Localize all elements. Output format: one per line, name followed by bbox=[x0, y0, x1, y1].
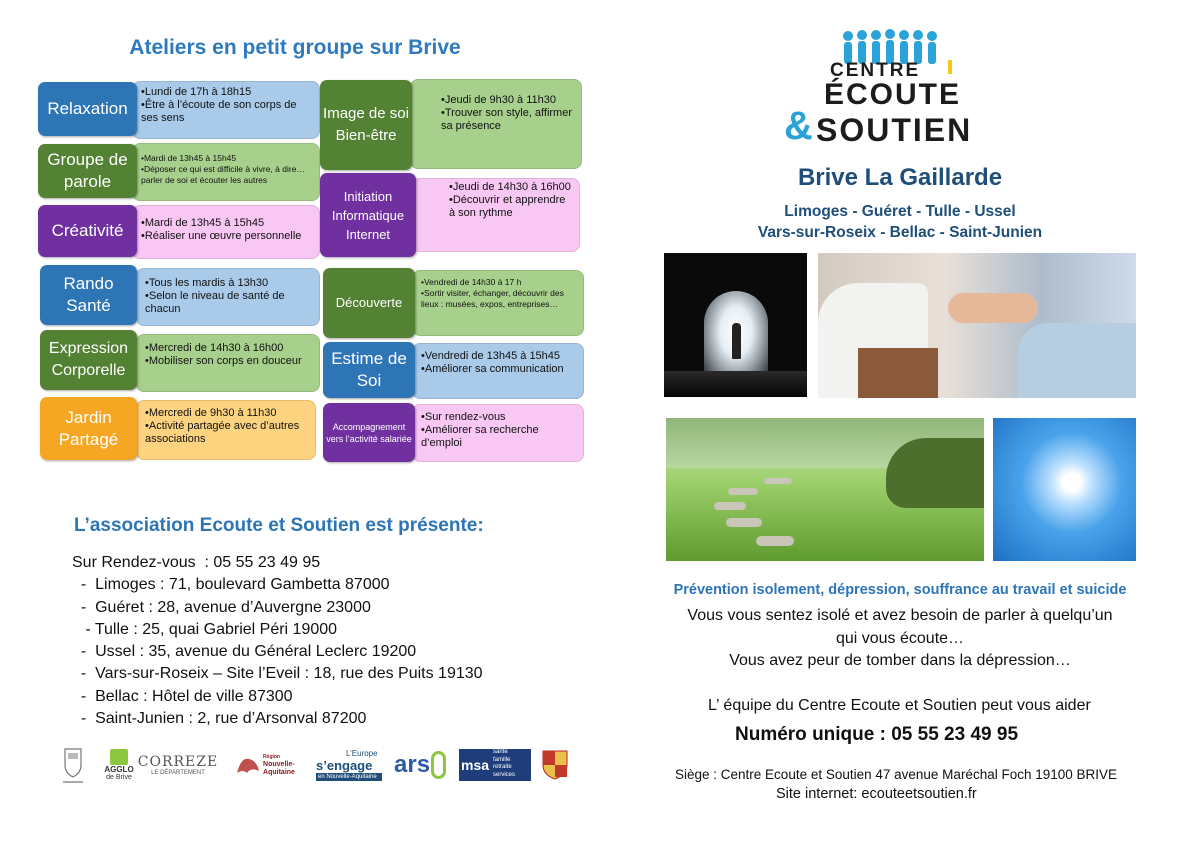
garden-photo bbox=[666, 418, 984, 561]
activity-label: Relaxation bbox=[38, 82, 137, 136]
sun-photo bbox=[993, 418, 1136, 561]
logo-text: santé bbox=[493, 749, 508, 755]
prevention-heading: Prévention isolement, dépression, souffrance au travail et suicide bbox=[673, 582, 1127, 598]
address-line: - Saint-Junien : 2, rue d’Arsonval 87200 bbox=[72, 710, 367, 728]
activity-line: •Améliorer sa recherche d’emploi bbox=[421, 424, 539, 449]
activity-line: •Mercredi de 14h30 à 16h00 bbox=[145, 342, 284, 354]
activity-line: •Vendredi de 14h30 à 17 h bbox=[421, 277, 522, 287]
support-photo bbox=[818, 253, 1136, 398]
address-line: Sur Rendez-vous : 05 55 23 49 95 bbox=[72, 554, 321, 571]
activity-line: •Mardi de 13h45 à 15h45 bbox=[141, 217, 265, 229]
towns-line: Limoges - Guéret - Tulle - Ussel bbox=[784, 203, 1016, 220]
logo-text: Aquitaine bbox=[263, 769, 295, 776]
activity-line: •Mardi de 13h45 à 15h45 bbox=[141, 153, 237, 163]
activity-label: Estime de Soi bbox=[323, 342, 415, 398]
brive-city-logo bbox=[58, 743, 88, 787]
logo-text: msa bbox=[459, 749, 491, 781]
address-line: - Bellac : Hôtel de ville 87300 bbox=[72, 687, 293, 705]
logo-text: de Brive bbox=[106, 774, 132, 781]
brand-mid: ÉCOUTE bbox=[824, 78, 962, 111]
activity-line: •Améliorer sa communication bbox=[421, 363, 564, 375]
address-line: - Tulle : 25, quai Gabriel Péri 19000 bbox=[72, 620, 338, 638]
brand-logo bbox=[780, 26, 1010, 154]
activity-line: •Jeudi de 9h30 à 11h30 bbox=[441, 94, 556, 106]
towns-line: Vars-sur-Roseix - Bellac - Saint-Junien bbox=[757, 224, 1043, 241]
activity-line: •Être à l’écoute de son corps de ses sens bbox=[141, 99, 297, 124]
activity-label: Initiation Informatique Internet bbox=[320, 173, 416, 257]
message-line: Vous avez peur de tomber dans la dépression… bbox=[729, 652, 1071, 669]
shield-icon bbox=[541, 749, 569, 781]
crest-icon bbox=[59, 743, 87, 787]
logo-text: retraite bbox=[493, 764, 512, 770]
logo-text: CORREZE bbox=[137, 754, 219, 770]
activity-line: •Vendredi de 13h45 à 15h45 bbox=[421, 350, 561, 362]
activity-line: •Selon le niveau de santé de chacun bbox=[145, 290, 285, 315]
activity-line: •Sur rendez-vous bbox=[421, 411, 506, 423]
ars-swoosh-icon bbox=[431, 751, 446, 779]
logo-text: services bbox=[493, 771, 516, 778]
activity-label: Jardin Partagé bbox=[40, 397, 137, 460]
logo-text: AGGLO bbox=[104, 765, 134, 774]
region-logo bbox=[228, 743, 302, 787]
activity-line: •Trouver son style, affirmer sa présence bbox=[441, 107, 573, 132]
correze-logo bbox=[137, 743, 219, 787]
phone-number: Numéro unique : 05 55 23 49 95 bbox=[735, 724, 1019, 745]
activity-label: Expression Corporelle bbox=[40, 330, 137, 390]
msa-logo bbox=[457, 743, 533, 787]
logo-text: LE DÉPARTEMENT bbox=[151, 770, 205, 776]
logo-text: s’engage bbox=[316, 758, 373, 773]
activity-line: •Déposer ce qui est difficile à vivre, à dire…parler de soi et écouter les autres bbox=[141, 164, 305, 185]
activity-label: Créativité bbox=[38, 205, 137, 257]
activity-label: Groupe de parole bbox=[38, 144, 137, 198]
lion-icon bbox=[235, 753, 261, 777]
activity-line: •Mobiliser son corps en douceur bbox=[145, 355, 302, 367]
page-title: Ateliers en petit groupe sur Brive bbox=[129, 36, 461, 59]
city-title: Brive La Gaillarde bbox=[797, 164, 1003, 191]
shield-logo bbox=[540, 743, 570, 787]
prevention-message bbox=[650, 605, 1150, 673]
message-line: qui vous écoute… bbox=[835, 629, 965, 647]
agglo-icon bbox=[110, 749, 128, 765]
address-line: - Guéret : 28, avenue d’Auvergne 23000 bbox=[72, 598, 371, 616]
tunnel-photo bbox=[664, 253, 807, 397]
agglo-brive-logo bbox=[103, 743, 135, 787]
association-title: L’association Ecoute et Soutien est présente: bbox=[74, 515, 484, 536]
address-line: - Vars-sur-Roseix – Site l’Eveil : 18, rue des Puits 19130 bbox=[72, 665, 483, 683]
activity-line: •Lundi de 17h à 18h15 bbox=[141, 86, 252, 98]
activity-line: •Tous les mardis à 13h30 bbox=[145, 277, 269, 289]
activity-label: Découverte bbox=[323, 268, 415, 338]
activity-label: Accompagnement vers l’activité salariée bbox=[323, 403, 415, 462]
address-line: - Limoges : 71, boulevard Gambetta 87000 bbox=[72, 576, 390, 594]
headquarters-address: Siège : Centre Ecoute et Soutien 47 avenue Maréchal Foch 19100 BRIVE bbox=[675, 767, 1118, 782]
activity-line: •Mercredi de 9h30 à 11h30 bbox=[145, 407, 277, 419]
activity-line: •Sortir visiter, échanger, découvrir des lieux : musées, expos, entreprises… bbox=[421, 288, 564, 309]
logo-text: famille bbox=[493, 756, 511, 763]
website-text: Site internet: ecouteetsoutien.fr bbox=[776, 786, 977, 802]
ars-logo bbox=[394, 743, 446, 787]
activity-line: •Réaliser une œuvre personnelle bbox=[141, 230, 302, 242]
logo-text: en Nouvelle-Aquitaine bbox=[316, 773, 382, 781]
message-line: Vous vous sentez isolé et avez besoin de parler à quelqu’un bbox=[687, 607, 1113, 624]
team-text: L’ équipe du Centre Ecoute et Soutien peut vous aider bbox=[708, 697, 1091, 714]
address-list bbox=[72, 552, 483, 730]
logo-text: ars bbox=[394, 751, 431, 778]
address-line: - Ussel : 35, avenue du Général Leclerc 19200 bbox=[72, 643, 417, 661]
activity-label: Rando Santé bbox=[40, 265, 137, 325]
europe-logo bbox=[316, 743, 382, 787]
brand-amp: & bbox=[784, 104, 813, 148]
activity-line: •Jeudi de 14h30 à 16h00 bbox=[449, 181, 571, 193]
brand-top: CENTRE bbox=[830, 60, 921, 81]
logo-text: Nouvelle- bbox=[263, 761, 295, 768]
activity-line: •Activité partagée avec d’autres associations bbox=[145, 420, 300, 445]
towns-list bbox=[700, 201, 1100, 243]
logo-text: Région bbox=[263, 754, 280, 760]
logo-text: L’Europe bbox=[346, 749, 378, 758]
activity-line: •Découvrir et apprendre à son rythme bbox=[449, 194, 566, 219]
activity-label: Image de soi Bien-être bbox=[320, 80, 412, 170]
brand-bottom: SOUTIEN bbox=[816, 112, 973, 148]
